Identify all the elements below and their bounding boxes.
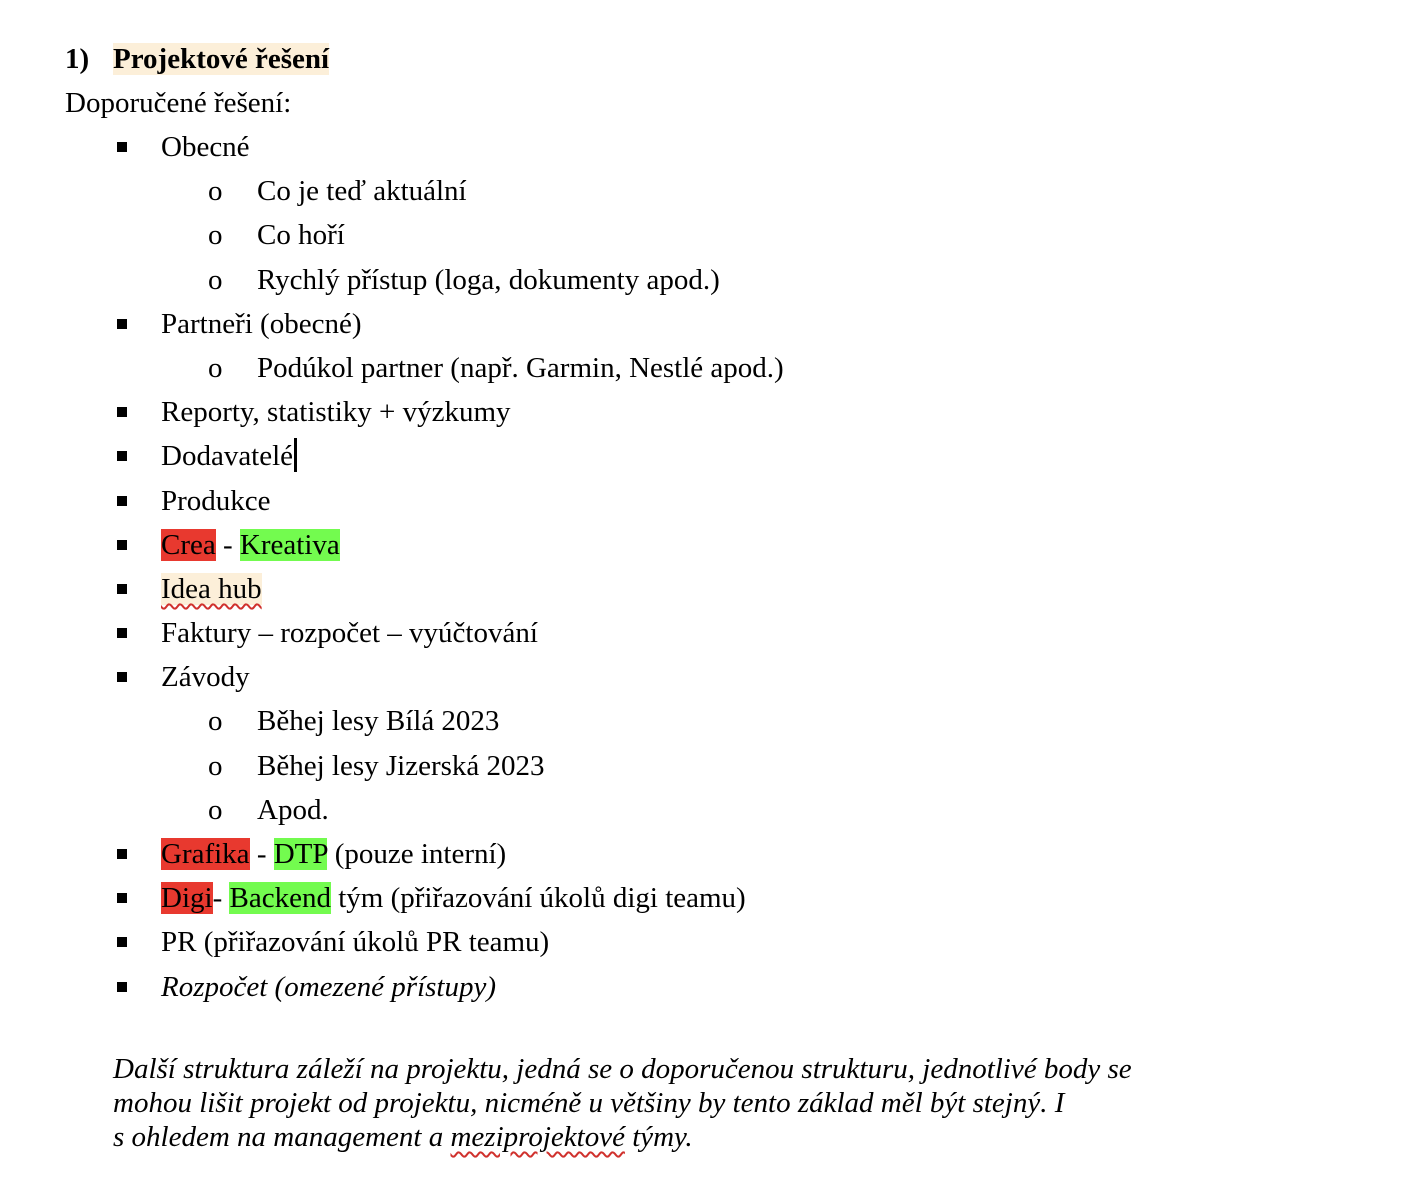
square-bullet-icon bbox=[117, 982, 127, 992]
item-partneri-sub1[interactable]: Podúkol partner (např. Garmin, Nestlé apod.) bbox=[257, 351, 784, 384]
item-grafika-separator: - bbox=[249, 838, 274, 870]
item-rozpocet[interactable]: Rozpočet (omezené přístupy) bbox=[161, 970, 497, 1003]
item-grafika[interactable]: Grafika bbox=[161, 838, 250, 870]
square-bullet-icon bbox=[117, 319, 127, 329]
note-line[interactable]: Další struktura záleží na projektu, jedná se o doporučenou strukturu, jednotlivé body se bbox=[113, 1053, 1132, 1085]
item-dodavatele-wrap[interactable] bbox=[161, 434, 297, 478]
item-pr[interactable]: PR (přiřazování úkolů PR teamu) bbox=[161, 926, 550, 959]
item-obecne-sub1[interactable]: Co je teď aktuální bbox=[257, 175, 467, 208]
circle-bullet-icon: o bbox=[208, 749, 223, 782]
square-bullet-icon bbox=[117, 628, 127, 638]
item-partneri[interactable]: Partneři (obecné) bbox=[161, 307, 362, 340]
intro-text[interactable]: Doporučené řešení: bbox=[65, 87, 292, 119]
item-digi-backend[interactable] bbox=[161, 876, 746, 920]
circle-bullet-icon: o bbox=[208, 351, 223, 384]
item-zavody[interactable]: Závody bbox=[161, 661, 250, 694]
item-zavody-sub1[interactable]: Běhej lesy Bílá 2023 bbox=[257, 705, 500, 738]
item-reporty[interactable]: Reporty, statistiky + výzkumy bbox=[161, 396, 511, 429]
item-backend-rest[interactable]: tým (přiřazování úkolů digi teamu) bbox=[330, 882, 746, 915]
item-grafika-dtp[interactable] bbox=[161, 832, 506, 876]
circle-bullet-icon: o bbox=[208, 263, 223, 296]
item-produkce[interactable]: Produkce bbox=[161, 484, 271, 517]
item-dodavatele[interactable]: Dodavatelé bbox=[161, 440, 294, 473]
item-crea-separator: - bbox=[215, 528, 240, 561]
misspelled-word[interactable]: meziprojektové bbox=[450, 1121, 625, 1153]
note-line[interactable] bbox=[113, 1120, 1273, 1154]
text-cursor-icon bbox=[294, 438, 297, 472]
note-line3-start[interactable]: s ohledem na management a bbox=[113, 1121, 451, 1153]
item-digi[interactable]: Digi bbox=[161, 882, 213, 915]
item-crea[interactable]: Crea bbox=[161, 528, 216, 561]
square-bullet-icon bbox=[117, 672, 127, 682]
square-bullet-icon bbox=[117, 893, 127, 903]
circle-bullet-icon: o bbox=[208, 705, 223, 738]
item-obecne[interactable]: Obecné bbox=[161, 131, 250, 163]
item-obecne-sub3[interactable]: Rychlý přístup (loga, dokumenty apod.) bbox=[257, 263, 720, 296]
heading-title[interactable]: Projektové řešení bbox=[113, 43, 330, 75]
square-bullet-icon bbox=[117, 451, 127, 461]
square-bullet-icon bbox=[117, 584, 127, 594]
item-zavody-sub3[interactable]: Apod. bbox=[257, 793, 329, 826]
square-bullet-icon bbox=[117, 937, 127, 947]
item-dtp-rest[interactable]: (pouze interní) bbox=[327, 838, 507, 870]
circle-bullet-icon: o bbox=[208, 793, 223, 826]
square-bullet-icon bbox=[117, 142, 127, 152]
circle-bullet-icon: o bbox=[208, 175, 223, 208]
section-heading bbox=[65, 38, 329, 80]
item-faktury[interactable]: Faktury – rozpočet – vyúčtování bbox=[161, 617, 538, 650]
square-bullet-icon bbox=[117, 496, 127, 506]
square-bullet-icon bbox=[117, 540, 127, 550]
item-idea-hub-wrap[interactable] bbox=[161, 567, 262, 611]
note-line3-end[interactable]: týmy. bbox=[624, 1121, 693, 1153]
heading-number: 1) bbox=[65, 43, 90, 75]
square-bullet-icon bbox=[117, 407, 127, 417]
item-digi-separator: - bbox=[212, 882, 230, 915]
item-zavody-sub2[interactable]: Běhej lesy Jizerská 2023 bbox=[257, 749, 545, 782]
item-obecne-sub2[interactable]: Co hoří bbox=[257, 219, 345, 252]
item-crea-kreativa[interactable] bbox=[161, 523, 340, 567]
item-dtp[interactable]: DTP bbox=[273, 838, 328, 870]
item-idea-hub[interactable]: Idea hub bbox=[161, 572, 262, 605]
item-backend[interactable]: Backend bbox=[229, 882, 331, 915]
closing-note[interactable] bbox=[113, 1052, 1273, 1154]
note-line[interactable]: mohou lišit projekt od projektu, nicméně u většiny by tento základ měl být stejný. I bbox=[113, 1087, 1065, 1119]
square-bullet-icon bbox=[117, 849, 127, 859]
circle-bullet-icon: o bbox=[208, 219, 223, 252]
item-kreativa[interactable]: Kreativa bbox=[239, 528, 340, 561]
